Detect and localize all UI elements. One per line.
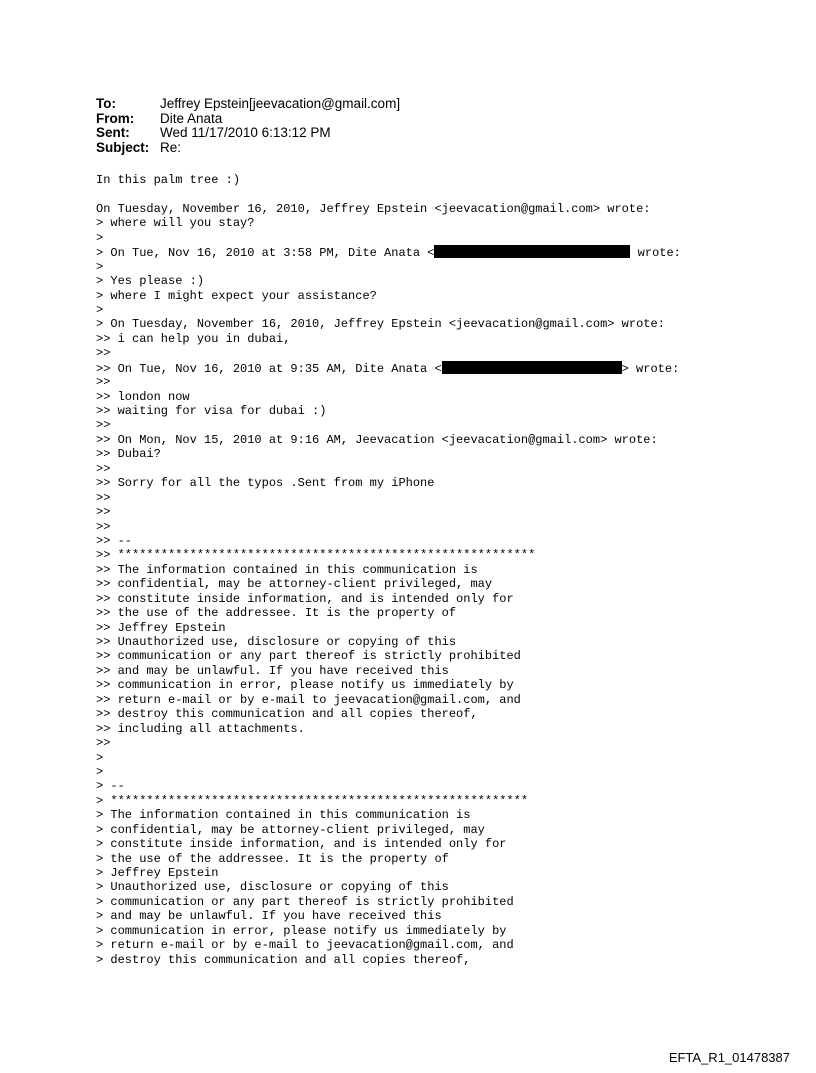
email-body-line bbox=[96, 852, 681, 866]
email-body-line bbox=[96, 548, 681, 562]
line-text: > ********************************************************** bbox=[96, 793, 529, 808]
email-body-line bbox=[96, 621, 681, 635]
line-text: > communication or any part thereof is strictly prohibited bbox=[96, 894, 514, 909]
email-body-line bbox=[96, 505, 681, 519]
email-body-line bbox=[96, 187, 681, 201]
email-body-line bbox=[96, 418, 681, 432]
email-body-line bbox=[96, 303, 681, 317]
redaction-box bbox=[442, 361, 622, 374]
line-text: >> confidential, may be attorney-client privileged, may bbox=[96, 577, 493, 592]
line-text: > bbox=[96, 230, 104, 245]
line-text: >> london now bbox=[96, 389, 190, 404]
email-body-line bbox=[96, 823, 681, 837]
email-body-line bbox=[96, 317, 681, 331]
line-text: > confidential, may be attorney-client privileged, may bbox=[96, 822, 485, 837]
line-text: > and may be unlawful. If you have received this bbox=[96, 909, 442, 924]
line-text: > the use of the addressee. It is the property of bbox=[96, 851, 449, 866]
header-label: Sent: bbox=[96, 125, 130, 140]
line-text: On Tuesday, November 16, 2010, Jeffrey Epstein <jeevacation@gmail.com> wrote: bbox=[96, 201, 651, 216]
line-text: > On Tue, Nov 16, 2010 at 3:58 PM, Dite Anata < bbox=[96, 246, 435, 261]
email-body-line bbox=[96, 953, 681, 967]
line-text: >> bbox=[96, 505, 111, 520]
header-value: Dite Anata bbox=[160, 110, 223, 126]
email-body-line bbox=[96, 765, 681, 779]
email-body-line bbox=[96, 216, 681, 230]
line-text: > return e-mail or by e-mail to jeevacation@gmail.com, and bbox=[96, 938, 514, 953]
line-text: >> communication or any part thereof is strictly prohibited bbox=[96, 649, 521, 664]
line-text: > bbox=[96, 302, 104, 317]
email-body-line bbox=[96, 866, 681, 880]
header-to-row bbox=[96, 97, 400, 112]
email-body-line bbox=[96, 491, 681, 505]
email-body-line bbox=[96, 808, 681, 822]
line-text: > The information contained in this communication is bbox=[96, 808, 471, 823]
email-body-line bbox=[96, 202, 681, 216]
line-text: > -- bbox=[96, 779, 125, 794]
line-text: > Jeffrey Epstein bbox=[96, 866, 219, 880]
email-body-line bbox=[96, 722, 681, 736]
line-text: > bbox=[96, 750, 104, 765]
email-body-line bbox=[96, 231, 681, 245]
header-label: Subject: bbox=[96, 139, 150, 155]
line-text: > bbox=[96, 764, 104, 779]
line-text: >> bbox=[96, 490, 111, 505]
email-body-line bbox=[96, 289, 681, 303]
email-body-line bbox=[96, 245, 681, 259]
line-text: >> bbox=[96, 346, 111, 361]
email-body-line bbox=[96, 577, 681, 591]
line-text: >> Dubai? bbox=[96, 447, 161, 462]
line-text: >> return e-mail or by e-mail to jeevacation@gmail.com, and bbox=[96, 692, 521, 707]
header-value: Re: bbox=[160, 139, 182, 155]
email-body-line bbox=[96, 520, 681, 534]
email-body-line bbox=[96, 751, 681, 765]
email-body-line bbox=[96, 678, 681, 692]
header-value: Wed 11/17/2010 6:13:12 PM bbox=[160, 125, 331, 140]
email-body-line bbox=[96, 563, 681, 577]
header-label: From: bbox=[96, 110, 135, 126]
email-body-line bbox=[96, 606, 681, 620]
email-body-line bbox=[96, 693, 681, 707]
email-body-line bbox=[96, 390, 681, 404]
email-body-line bbox=[96, 880, 681, 894]
header-sent-row bbox=[96, 126, 400, 141]
header-from-row bbox=[96, 112, 400, 127]
email-body-line bbox=[96, 909, 681, 923]
email-body-line bbox=[96, 260, 681, 274]
email-body-line bbox=[96, 404, 681, 418]
line-text: >> the use of the addressee. It is the property of bbox=[96, 606, 457, 621]
line-text: >> waiting for visa for dubai :) bbox=[96, 404, 327, 418]
line-text: > bbox=[96, 259, 104, 274]
line-text: In this palm tree :) bbox=[96, 173, 241, 187]
email-body-line bbox=[96, 476, 681, 490]
line-text: >> bbox=[96, 736, 111, 751]
line-text: >> bbox=[96, 461, 111, 476]
line-text: >> ********************************************************** bbox=[96, 548, 536, 563]
line-text: >> including all attachments. bbox=[96, 721, 305, 736]
line-text: > Unauthorized use, disclosure or copying of this bbox=[96, 880, 449, 895]
email-body-line bbox=[96, 534, 681, 548]
email-body bbox=[96, 173, 681, 967]
email-body-line bbox=[96, 707, 681, 721]
line-text-tail: wrote: bbox=[630, 246, 681, 261]
email-body-line bbox=[96, 924, 681, 938]
line-text: > where will you stay? bbox=[96, 216, 255, 231]
email-body-line bbox=[96, 592, 681, 606]
line-text: >> constitute inside information, and is intended only for bbox=[96, 591, 514, 606]
line-text: > constitute inside information, and is intended only for bbox=[96, 837, 507, 852]
header-value: Jeffrey Epstein[jeevacation@gmail.com] bbox=[160, 96, 401, 111]
email-body-line bbox=[96, 635, 681, 649]
line-text: >> The information contained in this communication is bbox=[96, 562, 478, 577]
line-text: >> Jeffrey Epstein bbox=[96, 620, 226, 635]
email-body-line bbox=[96, 779, 681, 793]
email-body-line bbox=[96, 173, 681, 187]
line-text: >> destroy this communication and all copies thereof, bbox=[96, 707, 478, 722]
line-text: >> i can help you in dubai, bbox=[96, 331, 291, 346]
email-body-line bbox=[96, 332, 681, 346]
document-id: EFTA_R1_01478387 bbox=[668, 1050, 790, 1065]
line-text: > communication in error, please notify us immediately by bbox=[96, 923, 507, 938]
line-text: >> and may be unlawful. If you have received this bbox=[96, 663, 449, 678]
email-body-line bbox=[96, 649, 681, 663]
email-body-line bbox=[96, 346, 681, 360]
email-body-line bbox=[96, 794, 681, 808]
line-text: >> bbox=[96, 418, 111, 433]
email-body-line bbox=[96, 895, 681, 909]
line-text: > where I might expect your assistance? bbox=[96, 288, 377, 303]
line-text: > destroy this communication and all copies thereof, bbox=[96, 952, 471, 967]
redaction-box bbox=[434, 245, 630, 258]
line-text: >> -- bbox=[96, 533, 133, 548]
email-body-line bbox=[96, 274, 681, 288]
header-subject-row bbox=[96, 141, 400, 156]
line-text: >> Unauthorized use, disclosure or copying of this bbox=[96, 635, 457, 649]
line-text-tail: > wrote: bbox=[621, 361, 680, 376]
line-text: >> Sorry for all the typos .Sent from my iPhone bbox=[96, 476, 435, 491]
line-text: >> communication in error, please notify us immediately by bbox=[96, 678, 514, 693]
email-body-line bbox=[96, 433, 681, 447]
email-body-line bbox=[96, 375, 681, 389]
line-text: >> bbox=[96, 519, 111, 534]
email-body-line bbox=[96, 938, 681, 952]
line-text: > Yes please :) bbox=[96, 274, 205, 289]
header-label: To: bbox=[96, 96, 116, 111]
email-header bbox=[96, 97, 400, 155]
line-text: >> bbox=[96, 375, 111, 390]
email-body-line bbox=[96, 462, 681, 476]
email-body-line bbox=[96, 664, 681, 678]
email-body-line bbox=[96, 447, 681, 461]
email-body-line bbox=[96, 736, 681, 750]
email-body-line bbox=[96, 361, 681, 375]
line-text: >> On Mon, Nov 15, 2010 at 9:16 AM, Jeevacation <jeevacation@gmail.com> wrote: bbox=[96, 432, 658, 447]
email-body-line bbox=[96, 837, 681, 851]
line-text: > On Tuesday, November 16, 2010, Jeffrey Epstein <jeevacation@gmail.com> wrote: bbox=[96, 317, 665, 332]
line-text: >> On Tue, Nov 16, 2010 at 9:35 AM, Dite Anata < bbox=[96, 361, 442, 376]
